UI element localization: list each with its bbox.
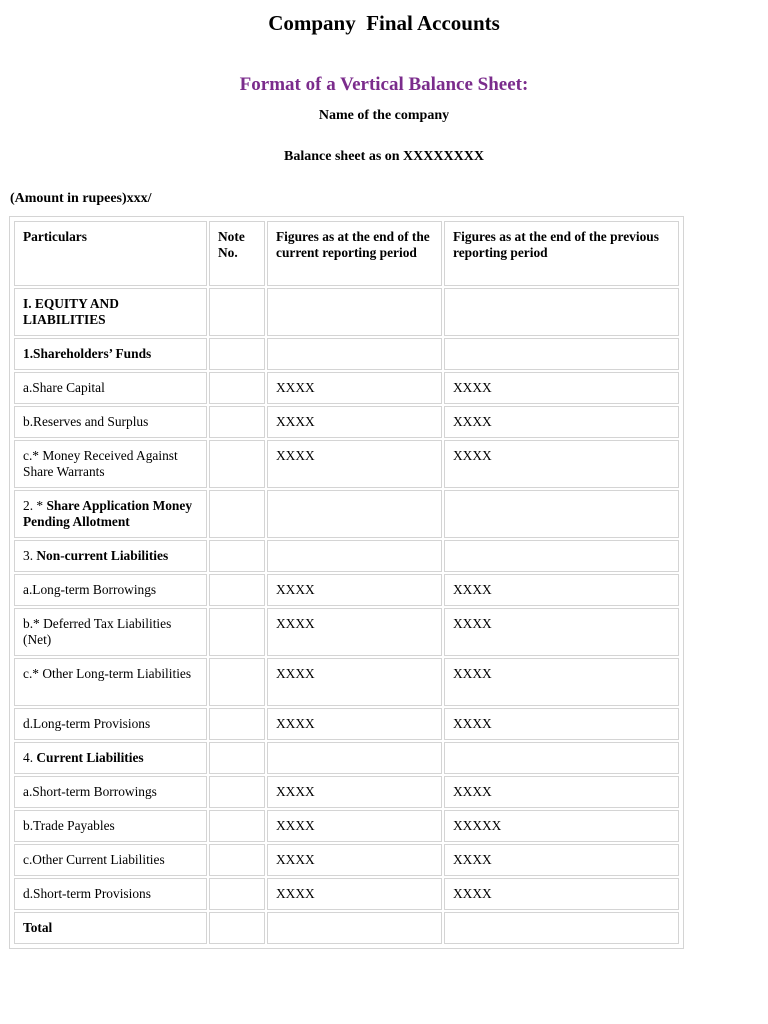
- table-row: [14, 708, 679, 740]
- table-row: [14, 608, 679, 656]
- row-particulars: b.* Deferred Tax Liabilities (Net): [14, 608, 207, 656]
- row-previous: XXXX: [444, 658, 679, 706]
- row-note: [209, 338, 265, 370]
- company-name-label: Name of the company: [318, 108, 450, 123]
- row-current: XXXX: [267, 440, 442, 488]
- row-note: [209, 288, 265, 336]
- table-row: [14, 776, 679, 808]
- row-previous: [444, 540, 679, 572]
- row-previous: XXXX: [444, 608, 679, 656]
- table-row: [14, 878, 679, 910]
- row-particulars: 1.Shareholders’ Funds: [14, 338, 207, 370]
- table-row: [14, 490, 679, 538]
- balance-sheet-table-frame: [9, 216, 684, 949]
- row-particulars: c.* Money Received Against Share Warrants: [14, 440, 207, 488]
- row-particulars: c.Other Current Liabilities: [14, 844, 207, 876]
- row-particulars-text: Non-current Liabilities: [36, 548, 169, 563]
- table-row: [14, 844, 679, 876]
- row-current: XXXX: [267, 608, 442, 656]
- row-particulars: b.Reserves and Surplus: [14, 406, 207, 438]
- table-row: [14, 406, 679, 438]
- row-previous: XXXX: [444, 574, 679, 606]
- row-current: [267, 912, 442, 944]
- table-row: [14, 540, 679, 572]
- row-previous: [444, 288, 679, 336]
- table-row: [14, 658, 679, 706]
- row-current: XXXX: [267, 810, 442, 842]
- row-note: [209, 742, 265, 774]
- row-previous: XXXX: [444, 440, 679, 488]
- row-current: XXXX: [267, 574, 442, 606]
- row-note: [209, 776, 265, 808]
- header-note-no: Note No.: [209, 221, 265, 286]
- row-current: XXXX: [267, 878, 442, 910]
- row-current: [267, 490, 442, 538]
- table-row: [14, 440, 679, 488]
- row-current: XXXX: [267, 844, 442, 876]
- row-previous: XXXX: [444, 844, 679, 876]
- row-particulars: d.Short-term Provisions: [14, 878, 207, 910]
- row-current: XXXX: [267, 776, 442, 808]
- row-particulars: a.Short-term Borrowings: [14, 776, 207, 808]
- balance-sheet-date: Balance sheet as on XXXXXXXX: [284, 149, 484, 164]
- row-current: XXXX: [267, 372, 442, 404]
- table-row: [14, 912, 679, 944]
- balance-sheet-table: [12, 219, 681, 946]
- row-particulars: b.Trade Payables: [14, 810, 207, 842]
- row-note: [209, 372, 265, 404]
- row-note: [209, 810, 265, 842]
- row-current: XXXX: [267, 708, 442, 740]
- row-particulars: a.Share Capital: [14, 372, 207, 404]
- table-row: [14, 574, 679, 606]
- row-note: [209, 440, 265, 488]
- row-particulars-text: Share Application Money Pending Allotment: [23, 498, 193, 529]
- row-particulars: [14, 540, 207, 572]
- row-note: [209, 406, 265, 438]
- row-prefix: 4.: [23, 750, 37, 765]
- row-current: XXXX: [267, 658, 442, 706]
- row-note: [209, 574, 265, 606]
- row-prefix: 2. *: [23, 498, 47, 513]
- row-previous: XXXX: [444, 878, 679, 910]
- table-row: [14, 742, 679, 774]
- header-previous-period: Figures as at the end of the previous reporting period: [444, 221, 679, 286]
- row-note: [209, 490, 265, 538]
- row-current: [267, 742, 442, 774]
- row-previous: XXXX: [444, 406, 679, 438]
- row-current: [267, 338, 442, 370]
- row-particulars: I. EQUITY AND LIABILITIES: [14, 288, 207, 336]
- table-row: [14, 810, 679, 842]
- row-particulars: [14, 742, 207, 774]
- row-prefix: 3.: [23, 548, 37, 563]
- table-row: [14, 338, 679, 370]
- amount-unit-note: (Amount in rupees)xxx/: [10, 191, 152, 206]
- row-note: [209, 844, 265, 876]
- row-current: [267, 288, 442, 336]
- row-previous: XXXX: [444, 776, 679, 808]
- row-particulars-text: Current Liabilities: [36, 750, 144, 765]
- row-note: [209, 608, 265, 656]
- row-note: [209, 878, 265, 910]
- table-header-row: [14, 221, 679, 286]
- row-previous: [444, 742, 679, 774]
- row-particulars: c.* Other Long-term Liabilities: [14, 658, 207, 706]
- row-particulars: [14, 490, 207, 538]
- row-note: [209, 658, 265, 706]
- header-particulars: Particulars: [14, 221, 207, 286]
- row-previous: XXXX: [444, 372, 679, 404]
- row-previous: [444, 338, 679, 370]
- table-row: [14, 288, 679, 336]
- row-previous: XXXXX: [444, 810, 679, 842]
- row-previous: [444, 490, 679, 538]
- row-current: [267, 540, 442, 572]
- header-current-period: Figures as at the end of the current reporting period: [267, 221, 442, 286]
- row-particulars: Total: [14, 912, 207, 944]
- table-row: [14, 372, 679, 404]
- row-particulars: a.Long-term Borrowings: [14, 574, 207, 606]
- row-current: XXXX: [267, 406, 442, 438]
- row-previous: XXXX: [444, 708, 679, 740]
- page-title: Company Final Accounts: [268, 11, 500, 35]
- row-note: [209, 708, 265, 740]
- document-subtitle: Format of a Vertical Balance Sheet:: [239, 74, 529, 95]
- row-note: [209, 912, 265, 944]
- row-particulars: d.Long-term Provisions: [14, 708, 207, 740]
- row-previous: [444, 912, 679, 944]
- row-note: [209, 540, 265, 572]
